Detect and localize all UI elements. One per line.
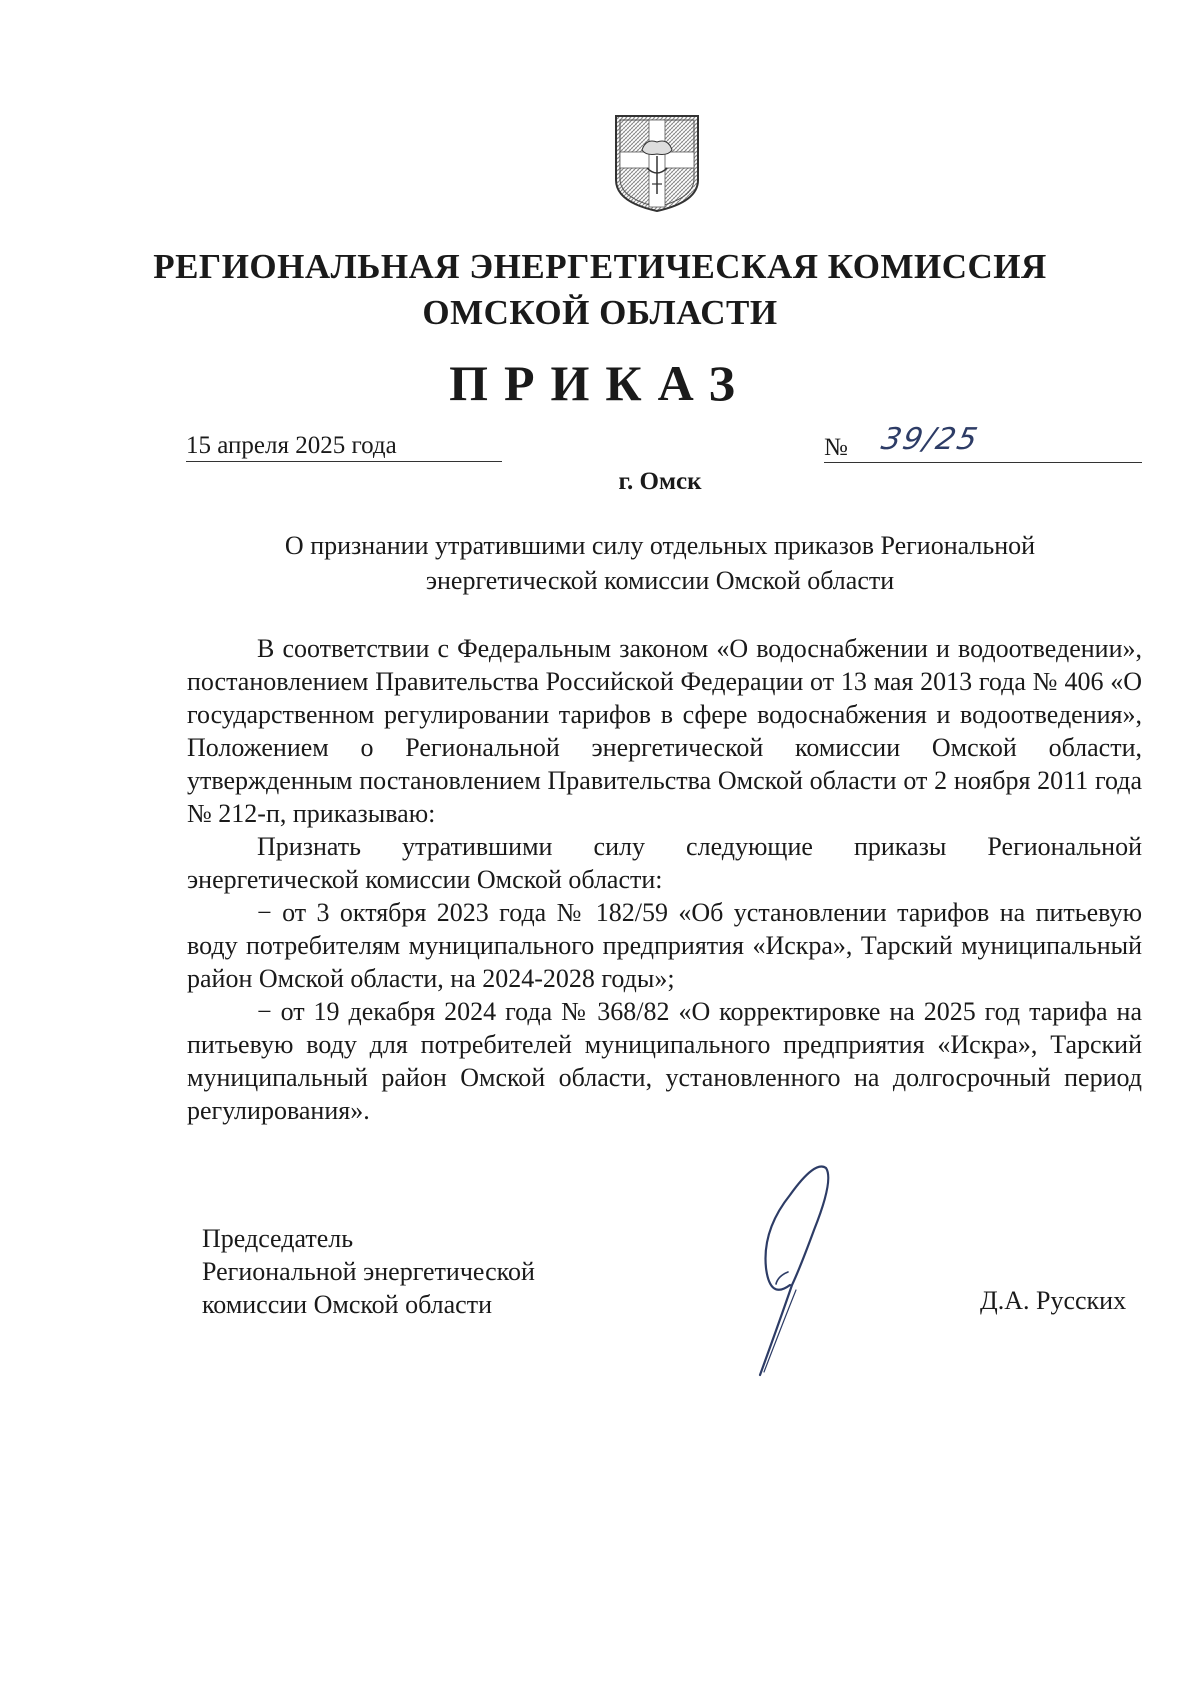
signer-name: Д.А. Русских xyxy=(980,1286,1127,1315)
document-subject xyxy=(200,528,1120,598)
handwritten-signature xyxy=(730,1150,850,1380)
body-list-item-2: − от 19 декабря 2024 года № 368/82 «О корректировке на 2025 год тарифа на питьевую воду для потребителей муниципального предприятия «Искра», Тарский муниципальный район Омской области, установленного на долгосрочный период регулирования». xyxy=(187,997,1142,1125)
subject-line1: О признании утратившими силу отдельных приказов Региональной xyxy=(284,531,1036,560)
signer-position-line3: комиссии Омской области xyxy=(202,1290,492,1319)
document-date: 15 апреля 2025 года xyxy=(186,432,502,462)
document-body xyxy=(187,632,1142,1127)
signer-position-line1: Председатель xyxy=(202,1224,354,1253)
body-list-item-1: − от 3 октября 2023 года № 182/59 «Об установлении тарифов на питьевую воду потребителям муниципального предприятия «Искра», Тарский муниципальный район Омской области, на 2024-2028 годы»; xyxy=(187,898,1142,993)
number-sign: № xyxy=(824,434,848,461)
organization-title-line1: РЕГИОНАЛЬНАЯ ЭНЕРГЕТИЧЕСКАЯ КОМИССИЯ xyxy=(153,247,1047,286)
organization-title-line2: ОМСКОЙ ОБЛАСТИ xyxy=(422,293,778,332)
organization-title xyxy=(0,244,1200,336)
body-paragraph-basis: В соответствии с Федеральным законом «О водоснабжении и водоотведении», постановлением Правительства Российской Федерации от 13 мая 2013 года № 406 «О государственном регулировании тарифов в сфере водоснабжения и водоотведения», Положением о Региональной энергетической комиссии Омской области, утвержденным постановлением Правительства Омской области от 2 ноября 2011 года № 212-п, приказываю: xyxy=(187,634,1142,828)
body-paragraph-decision: Признать утратившими силу следующие приказы Региональной энергетической комиссии Омской области: xyxy=(187,832,1142,894)
coat-of-arms-icon xyxy=(612,112,702,214)
handwritten-number: 39/25 xyxy=(878,422,983,457)
signer-position-line2: Региональной энергетической xyxy=(202,1257,535,1286)
document-type-title: ПРИКАЗ xyxy=(449,355,751,411)
city-name: г. Омск xyxy=(618,468,702,495)
subject-line2: энергетической комиссии Омской области xyxy=(425,566,895,595)
document-number xyxy=(824,422,1142,463)
signer-position xyxy=(202,1222,535,1321)
